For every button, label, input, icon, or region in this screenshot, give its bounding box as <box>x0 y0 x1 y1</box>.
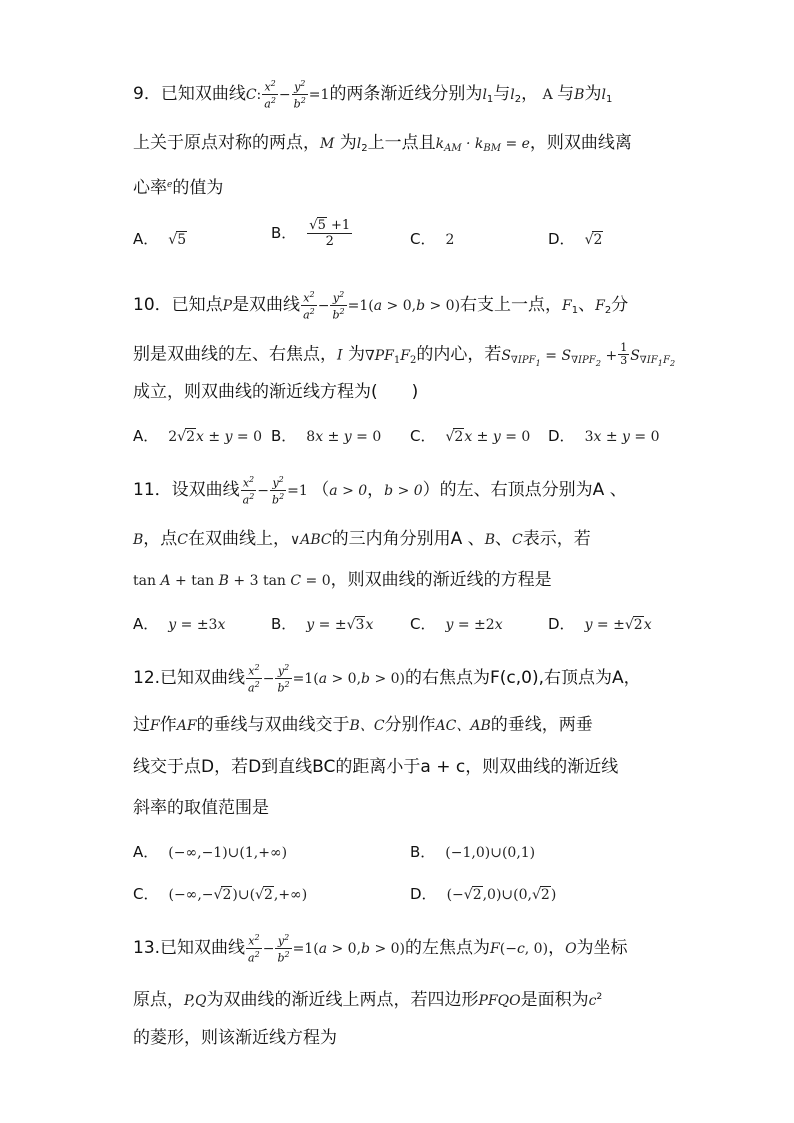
q13-text: 是面积为 <box>520 990 589 1010</box>
q9-text: 上关于原点对称的两点， <box>133 133 320 153</box>
q10-line2: 别是双曲线的左、右焦点，I 为$\nabla PF_1F_2$的内心，若$S_{\nabla IPF_1} = S_{\nabla IPF_2}$ + $\frac{1}{3}$ $S_{\nabla IF_1F_2}$ <box>133 341 676 368</box>
q9-option-c[interactable]: C． 2 <box>410 230 455 248</box>
q12-line4 <box>133 796 269 820</box>
q13-text: 为双曲线的渐近线上两点，若四边形 <box>206 990 479 1010</box>
q11-text: ）的左、右顶点分别为A 、 <box>422 480 627 501</box>
q12-text: 分别作 <box>384 715 436 735</box>
q11-number: 11． <box>133 480 172 501</box>
q12-text: 的垂线与双曲线交于 <box>196 715 350 735</box>
q13-line3 <box>133 1026 337 1050</box>
q12-line1: 12.已知双曲线 $\frac{x^2}{a^2}$ − $\frac{y^2}{b^2}$ =1(a > 0,b > 0)的右焦点为F(c,0),右顶点为A， <box>133 663 641 695</box>
q12-option-d[interactable]: D． (−√2,0)∪(0,√2) <box>410 885 557 903</box>
q11-line2: B，点C在双曲线上，∨ABC的三内角分别用A 、B、C表示，若 <box>133 529 591 549</box>
q11-option-c[interactable]: C． y = ±2x <box>410 615 503 633</box>
q10-text: 右支上一点， <box>460 295 563 316</box>
q9-text: 与 <box>493 84 511 105</box>
q13-text: 的菱形，则该渐近线方程为 <box>133 1028 337 1048</box>
q11-text: ， <box>367 480 385 501</box>
q12-options <box>133 841 693 901</box>
q9-line3: 心率$^e$的值为 <box>133 178 224 198</box>
q11-text: 表示，若 <box>522 529 591 549</box>
q10-text: 的内心，若 <box>416 344 502 365</box>
q10-option-b[interactable]: B． 8x ± y = 0 <box>271 427 382 445</box>
q12-number: 12. <box>133 668 161 689</box>
q10-text: 别是双曲线的左、右焦点， <box>133 344 337 365</box>
q9-option-d[interactable]: D． √2 <box>548 230 603 248</box>
q11-option-a[interactable]: A． y = ±3x <box>133 615 226 633</box>
q12-text: 线交于点D，若D到直线BC的距离小于a + c，则双曲线的渐近线 <box>133 757 619 777</box>
q13-text: 已知双曲线 <box>160 938 246 959</box>
q9-number: 9． <box>133 84 161 105</box>
q13-line2: 原点，P,Q为双曲线的渐近线上两点，若四边形PFQO是面积为$c^2$ <box>133 990 603 1010</box>
q12-option-c[interactable]: C． (−∞,−√2)∪(√2,+∞) <box>133 885 308 903</box>
q9-text: ，则双曲线离 <box>529 133 632 153</box>
q9-text: ， <box>521 84 539 105</box>
q11-option-b[interactable]: B． y = ±√3x <box>271 615 374 633</box>
q10-text: 、 <box>578 295 596 316</box>
q12-option-b[interactable]: B． (−1,0)∪(0,1) <box>410 843 536 861</box>
q12-text: 作 <box>159 715 177 735</box>
q9-option-b[interactable]: B． $\frac{√5 +1}{2}$ <box>271 218 351 249</box>
q10-line3 <box>133 380 418 404</box>
q9-line1: 9．已知双曲线C: $\frac{x^2}{a^2}$ − $\frac{y^2}{b^2}$ =1的两条渐近线分别为$l_1$与$l_2$， A 与B为$l_1$ <box>133 79 613 111</box>
q10-options <box>133 425 693 445</box>
q9-text: 的值为 <box>172 178 224 198</box>
q13-line1: 13.已知双曲线 $\frac{x^2}{a^2}$ − $\frac{y^2}{b^2}$ =1(a > 0,b > 0)的左焦点为F(−c, 0)，O为坐标 <box>133 933 628 965</box>
q9-text: 为 <box>339 133 357 153</box>
q13-text: 原点， <box>133 990 184 1010</box>
q12-option-a[interactable]: A． (−∞,−1)∪(1,+∞) <box>133 843 288 861</box>
q10-number: 10． <box>133 295 172 316</box>
q11-text: 设双曲线 <box>171 480 240 501</box>
q12-line2: 过F作AF的垂线与双曲线交于B、C分别作AC、AB的垂线，两垂 <box>133 715 593 735</box>
q9-line2: 上关于原点对称的两点，M 为$l_2$上一点且$k_{AM} \cdot k_{BM} = e$，则双曲线离 <box>133 133 632 154</box>
q12-line3 <box>133 755 618 779</box>
q12-text: 的右焦点为F(c,0),右顶点为A， <box>405 668 641 689</box>
q12-text: 过 <box>133 715 150 735</box>
q11-text: 、 <box>494 529 512 549</box>
q9-text: 与 <box>557 84 575 105</box>
q9-options <box>133 218 693 258</box>
q11-text: 的三内角分别用A 、 <box>331 529 485 549</box>
q9-text: 心率 <box>133 178 167 198</box>
q13-number: 13. <box>133 938 161 959</box>
q13-text: 的左焦点为 <box>405 938 491 959</box>
q12-text: 斜率的取值范围是 <box>133 798 269 818</box>
q10-option-c[interactable]: C． √2x ± y = 0 <box>410 427 531 445</box>
q10-text: 已知点 <box>171 295 223 316</box>
q11-text: 在双曲线上， <box>188 529 291 549</box>
q11-line3: tan A + tan B + 3 tan C = 0，则双曲线的渐近线的方程是 <box>133 570 552 590</box>
q13-text: 为坐标 <box>576 938 628 959</box>
q9-text: 为 <box>584 84 602 105</box>
q11-options <box>133 613 693 633</box>
q10-text: 成立，则双曲线的渐近线方程为( ) <box>133 382 419 402</box>
q10-text: 为 <box>347 344 365 365</box>
q12-text: 的垂线，两垂 <box>490 715 593 735</box>
q10-line1: 10．已知点P是双曲线 $\frac{x^2}{a^2}$ − $\frac{y^2}{b^2}$ =1(a > 0,b > 0)右支上一点，$F_1$、$F_2$分 <box>133 290 629 322</box>
q10-text: 分 <box>611 295 629 316</box>
q10-option-d[interactable]: D． 3x ± y = 0 <box>548 427 660 445</box>
q9-text: 上一点且 <box>367 133 436 153</box>
q12-text: 已知双曲线 <box>160 668 246 689</box>
q9-option-a[interactable]: A． √5 <box>133 230 187 248</box>
q10-option-a[interactable]: A． 2√2x ± y = 0 <box>133 427 263 445</box>
q9-text: 的两条渐近线分别为 <box>329 84 483 105</box>
q11-line1: 11．设双曲线 $\frac{x^2}{a^2}$ − $\frac{y^2}{b^2}$ =1 （a > 0，b > 0）的左、右顶点分别为A 、 <box>133 475 627 507</box>
q11-text: ，则双曲线的渐近线的方程是 <box>330 570 552 590</box>
q9-text: 已知双曲线 <box>160 84 246 105</box>
q11-text: （ <box>312 480 330 501</box>
q11-text: ，点 <box>143 529 178 549</box>
q10-text: 是双曲线 <box>232 295 301 316</box>
q11-option-d[interactable]: D． y = ±√2x <box>548 615 652 633</box>
q13-text: ， <box>548 938 566 959</box>
